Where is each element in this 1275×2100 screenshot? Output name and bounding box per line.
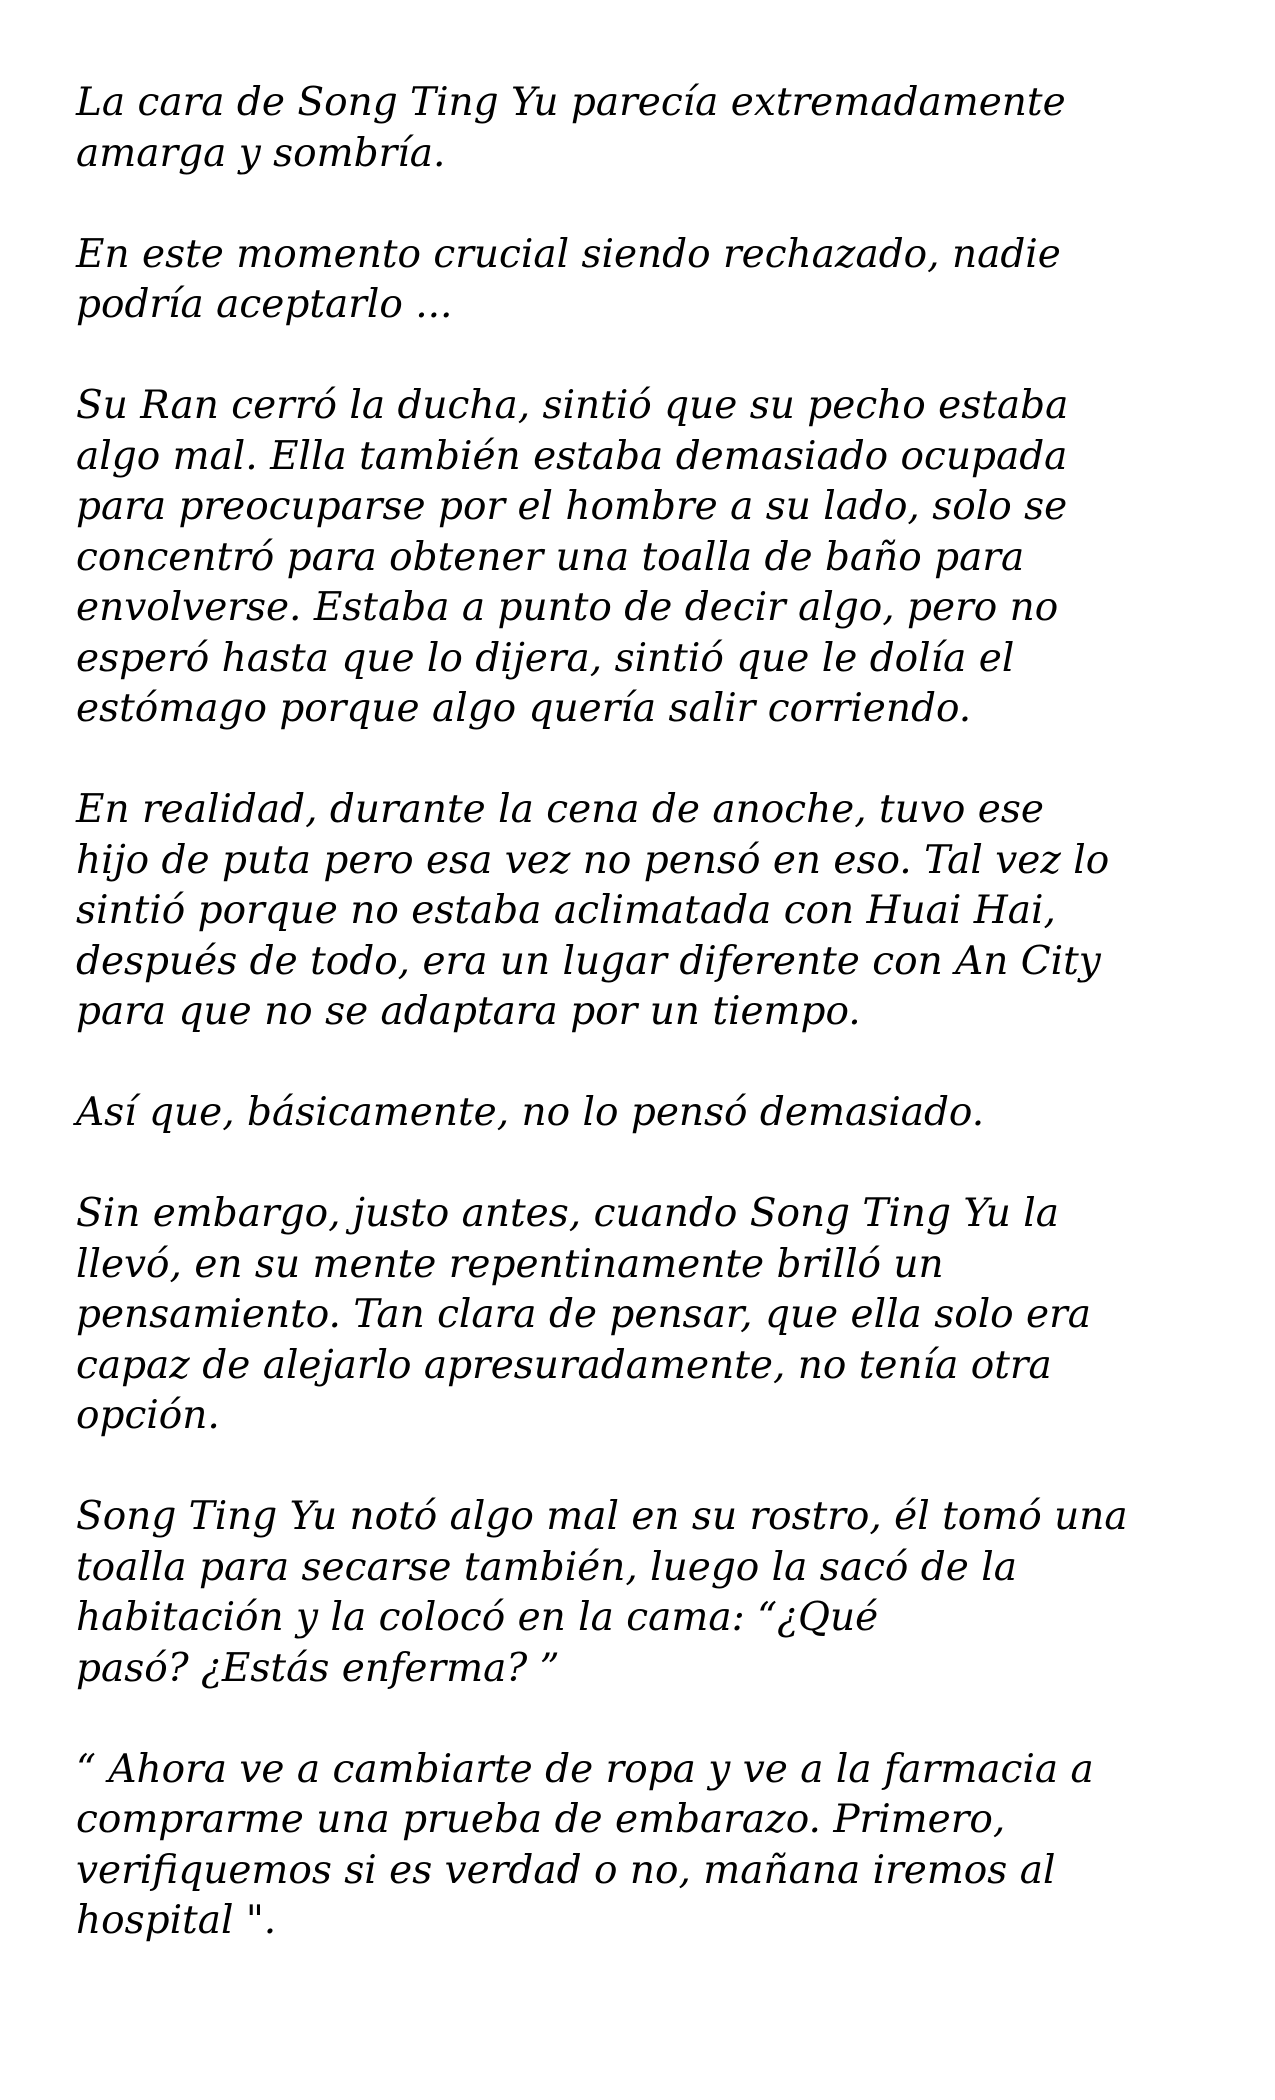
- text-line: envolverse. Estaba a punto de decir algo, pero no: [76, 585, 1059, 630]
- paragraph-4: [76, 785, 1226, 1038]
- text-line: En este momento crucial siendo rechazado, nadie: [76, 231, 1061, 277]
- text-line: podría aceptarlo ...: [76, 282, 453, 327]
- text-line: después de todo, era un lugar diferente con An City: [76, 938, 1101, 984]
- paragraph-6: [76, 1189, 1226, 1442]
- text-line: llevó, en su mente repentinamente brilló un: [76, 1241, 944, 1287]
- text-line: habitación y la colocó en la cama: “¿Qué: [76, 1595, 879, 1640]
- text-line: opción.: [76, 1393, 220, 1438]
- text-line: capaz de alejarlo apresuradamente, no tenía otra: [76, 1342, 1052, 1388]
- text-line: sintió porque no estaba aclimatada con Huai Hai,: [76, 888, 1056, 933]
- paragraph-5: [76, 1088, 1226, 1139]
- text-line: hospital ".: [76, 1898, 277, 1943]
- text-line: estómago porque algo quería salir corriendo.: [76, 686, 972, 731]
- text-line: toalla para secarse también, luego la sacó de la: [76, 1544, 1017, 1590]
- text-line: concentró para obtener una toalla de baño para: [76, 534, 1025, 580]
- text-line: verifiquemos si es verdad o no, mañana iremos al: [76, 1847, 1056, 1893]
- text-line: pasó? ¿Estás enferma? ”: [76, 1645, 560, 1691]
- text-line: En realidad, durante la cena de anoche, tuvo ese: [76, 787, 1044, 832]
- text-line: Sin embargo, justo antes, cuando Song Ting Yu la: [76, 1191, 1059, 1236]
- paragraph-3: [76, 381, 1226, 735]
- text-line: “ Ahora ve a cambiarte de ropa y ve a la farmacia a: [76, 1746, 1094, 1792]
- text-line: algo mal. Ella también estaba demasiado ocupada: [76, 433, 1068, 479]
- text-line: Song Ting Yu notó algo mal en su rostro, él tomó una: [76, 1494, 1128, 1539]
- text-line: Así que, básicamente, no lo pensó demasiado.: [76, 1090, 985, 1135]
- text-line: para que no se adaptara por un tiempo.: [76, 989, 861, 1034]
- document-body: [76, 78, 1226, 1997]
- text-line: hijo de puta pero esa vez no pensó en eso. Tal vez lo: [76, 837, 1110, 883]
- text-line: comprarme una prueba de embarazo. Primero,: [76, 1797, 1006, 1842]
- text-line: para preocuparse por el hombre a su lado, solo se: [76, 484, 1068, 529]
- paragraph-8: [76, 1745, 1226, 1947]
- text-line: pensamiento. Tan clara de pensar, que ella solo era: [76, 1292, 1092, 1337]
- text-line: La cara de Song Ting Yu parecía extremadamente: [76, 80, 1066, 125]
- paragraph-1: [76, 78, 1226, 179]
- paragraph-2: [76, 230, 1226, 331]
- text-line: Su Ran cerró la ducha, sintió que su pecho estaba: [76, 383, 1069, 428]
- text-line: amarga y sombría.: [76, 130, 446, 176]
- paragraph-7: [76, 1492, 1226, 1694]
- text-line: esperó hasta que lo dijera, sintió que le dolía el: [76, 635, 1015, 681]
